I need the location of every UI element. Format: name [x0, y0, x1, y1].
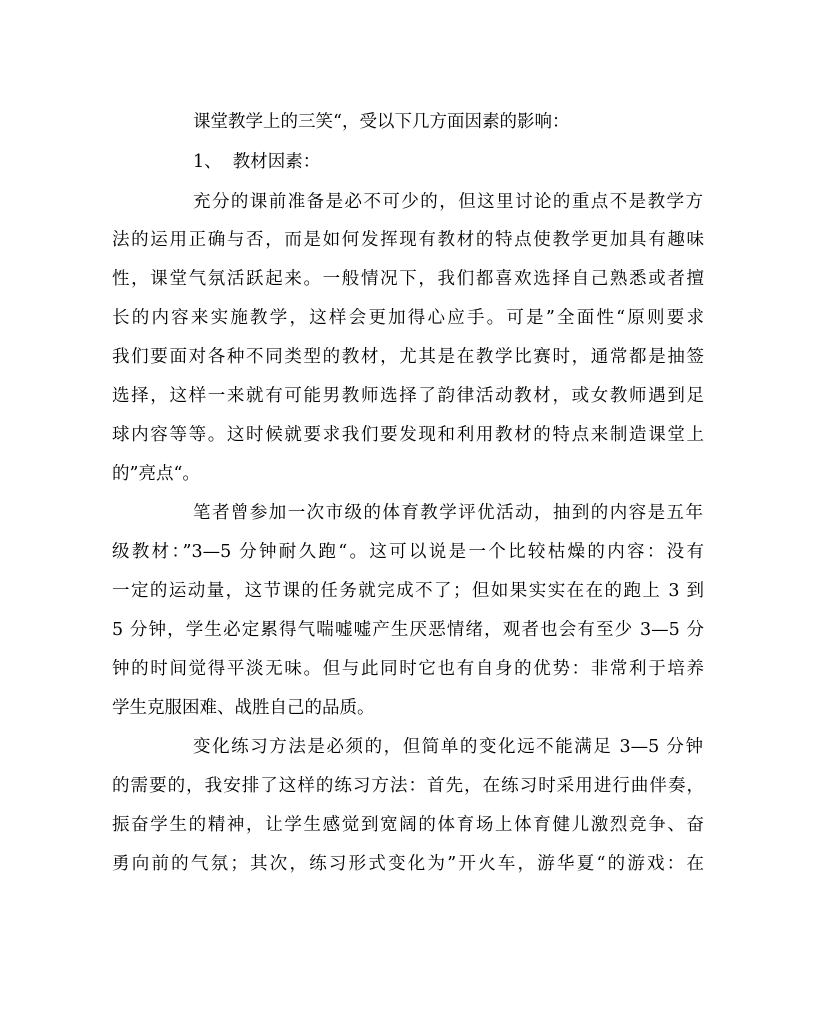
body-paragraph-2-line: 一定的运动量，这节课的任务就完成不了；但如果实实在在的跑上 3 到	[112, 581, 704, 601]
intro-paragraph: 课堂教学上的三笑“，受以下几方面因素的影响：	[193, 112, 570, 132]
body-paragraph-1-line: 选择，这样一来就有可能男教师选择了韵律活动教材，或女教师遇到足	[112, 386, 704, 406]
body-paragraph-2-line: 钟的时间觉得平淡无味。但与此同时它也有自身的优势：非常利于培养	[112, 659, 704, 679]
body-paragraph-1-line: 法的运用正确与否，而是如何发挥现有教材的特点使教学更加具有趣味	[112, 230, 704, 250]
body-paragraph-1-line: 充分的课前准备是必不可少的，但这里讨论的重点不是教学方	[193, 192, 703, 212]
body-paragraph-2-line: 5 分钟，学生必定累得气喘嘘嘘产生厌恶情绪，观者也会有至少 3—5 分	[112, 620, 704, 640]
section-heading-1: 1、 教材因素：	[193, 152, 321, 172]
body-paragraph-3-line: 变化练习方法是必须的，但简单的变化远不能满足 3—5 分钟	[193, 737, 703, 757]
body-paragraph-1-line: 长的内容来实施教学，这样会更加得心应手。可是”全面性“原则要求	[112, 308, 704, 328]
body-paragraph-1-line: 性，课堂气氛活跃起来。一般情况下，我们都喜欢选择自己熟悉或者擅	[112, 269, 704, 289]
body-paragraph-1-line: 球内容等等。这时候就要求我们要发现和利用教材的特点来制造课堂上	[112, 425, 704, 445]
body-paragraph-3-line: 勇向前的气氛；其次，练习形式变化为”开火车，游华夏“的游戏：在	[112, 854, 704, 874]
body-paragraph-3-line: 振奋学生的精神，让学生感觉到宽阔的体育场上体育健儿激烈竞争、奋	[112, 815, 704, 835]
body-paragraph-1-line: 的”亮点“。	[112, 464, 200, 484]
body-paragraph-3-line: 的需要的，我安排了这样的练习方法：首先，在练习时采用进行曲伴奏，	[112, 776, 704, 796]
body-paragraph-2-line: 级教材：”3—5 分钟耐久跑“。这可以说是一个比较枯燥的内容：没有	[112, 542, 704, 562]
body-paragraph-1-line: 我们要面对各种不同类型的教材，尤其是在教学比赛时，通常都是抽签	[112, 347, 704, 367]
body-paragraph-2-line: 学生克服困难、战胜自己的品质。	[112, 698, 375, 718]
body-paragraph-2-line: 笔者曾参加一次市级的体育教学评优活动，抽到的内容是五年	[193, 503, 703, 523]
